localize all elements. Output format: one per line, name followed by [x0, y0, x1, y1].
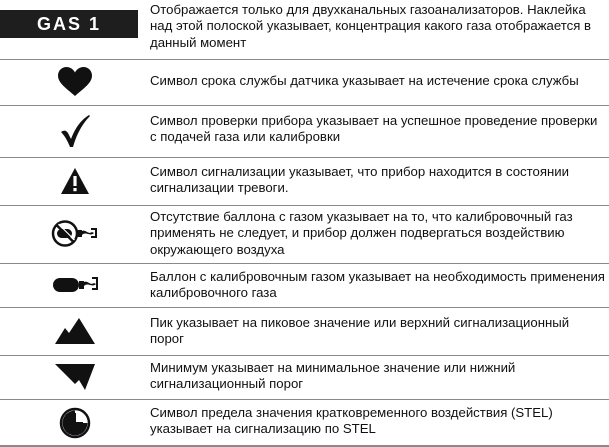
- warning-triangle-icon: [60, 167, 90, 195]
- icon-cell: [0, 106, 150, 156]
- icon-cell: [0, 60, 150, 104]
- icon-cell: [0, 308, 150, 354]
- table-row-gas1: [0, 0, 609, 58]
- table-row-minimum: [0, 356, 609, 398]
- row-description: Баллон с калибровочным газом указывает на необходимость применения калибровочного газа: [150, 269, 605, 301]
- table-row-peak: [0, 308, 609, 354]
- table-row-alarm: [0, 158, 609, 204]
- row-description: Пик указывает на пиковое значение или верхний сигнализационный порог: [150, 315, 570, 347]
- heart-icon: [58, 67, 92, 97]
- peak-icon: [55, 318, 95, 344]
- row-description: Отсутствие баллона с газом указывает на то, что калибровочный газ применять не следует, и прибор должен подвергаться воздействию окружающего воздуха: [150, 209, 573, 257]
- stel-clock-icon: [59, 407, 91, 439]
- icon-cell: [0, 206, 150, 262]
- table-row-sensor-life: [0, 60, 609, 104]
- icon-cell: [0, 264, 150, 306]
- row-description: Символ сигнализации указывает, что прибор находится в состоянии сигнализации тревоги.: [150, 164, 570, 196]
- gas-cylinder-icon: [51, 274, 99, 296]
- gas-1-badge: GAS 1: [0, 10, 138, 38]
- row-description: Символ проверки прибора указывает на успешное проведение проверки с подачей газа или калибровки: [150, 113, 598, 145]
- minimum-icon: [55, 364, 95, 390]
- table-row-bump-test: [0, 106, 609, 156]
- row-description: Символ предела значения кратковременного воздействия (STEL) указывает на сигнализацию по STEL: [150, 405, 553, 437]
- row-description: Минимум указывает на минимальное значение или нижний сигнализационный порог: [150, 360, 516, 392]
- row-description: Отображается только для двухканальных газоанализаторов. Наклейка над этой полоской указывает, концентрация какого газа отображается в данный момент: [150, 2, 592, 50]
- no-gas-cylinder-icon: [51, 219, 99, 249]
- icon-cell: [0, 158, 150, 204]
- table-row-no-gas: [0, 206, 609, 262]
- icon-cell: [0, 400, 150, 446]
- row-description: Символ срока службы датчика указывает на истечение срока службы: [150, 73, 579, 88]
- icon-cell: [0, 356, 150, 398]
- checkmark-icon: [60, 114, 90, 148]
- table-row-stel: [0, 400, 609, 446]
- gas-1-badge-cell: [0, 0, 150, 40]
- table-row-cal-gas: [0, 264, 609, 306]
